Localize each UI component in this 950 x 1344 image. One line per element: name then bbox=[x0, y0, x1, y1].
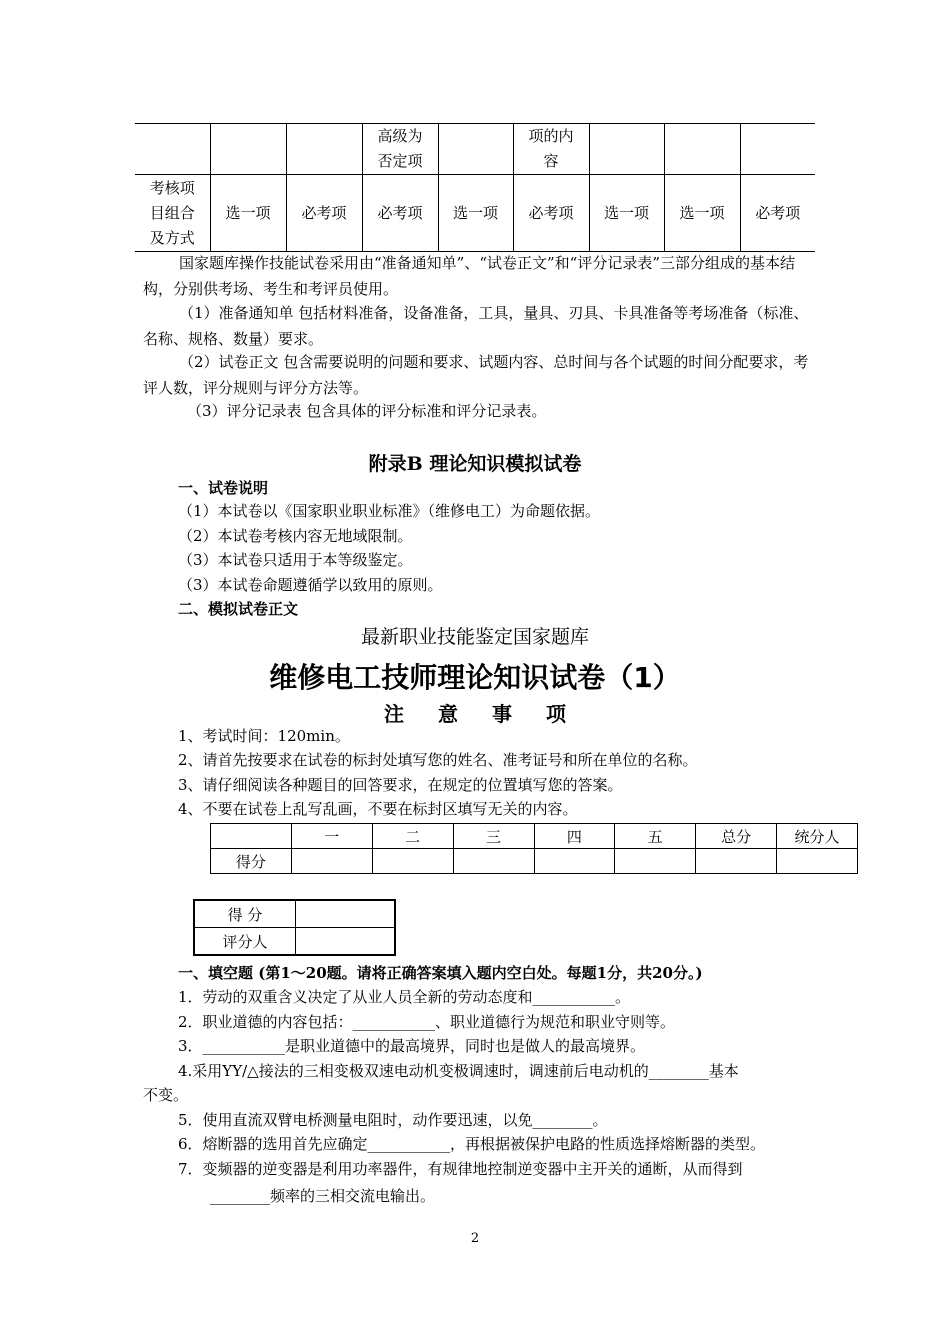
exam-title: 维修电工技师理论知识试卷（1） bbox=[269, 661, 681, 694]
table-row bbox=[135, 124, 815, 175]
question-item: 1．劳动的双重含义决定了从业人员全新的劳动态度和___________。 bbox=[178, 988, 631, 1006]
intro-paragraph: 国家题库操作技能试卷采用由“准备通知单”、“试卷正文”和“评分记录表”三部分组成的基本结构，分别供考场、考生和考评员使用。 bbox=[143, 254, 796, 298]
table-cell: 必考项 bbox=[362, 175, 438, 252]
note-item: 4、不要在试卷上乱写乱画，不要在标封区填写无关的内容。 bbox=[178, 800, 578, 818]
table-cell bbox=[664, 124, 740, 175]
assessment-table bbox=[135, 123, 815, 252]
table-header: 五 bbox=[615, 824, 696, 849]
table-cell: 选一项 bbox=[589, 175, 664, 252]
score-cell[interactable] bbox=[696, 849, 777, 874]
page-number: 2 bbox=[470, 1231, 480, 1246]
fill-section-title: 一、填空题 (第1～20题。请将正确答案填入题内空白处。每题1分，共20分。) bbox=[178, 964, 703, 982]
score-cell[interactable] bbox=[534, 849, 615, 874]
table-cell: 考核项 目组合 及方式 bbox=[135, 175, 210, 252]
note-item: 2、请首先按要求在试卷的标封处填写您的姓名、准考证号和所在单位的名称。 bbox=[178, 751, 698, 769]
score-cell[interactable] bbox=[615, 849, 696, 874]
question-item: 3．___________是职业道德中的最高境界，同时也是做人的最高境界。 bbox=[178, 1037, 646, 1055]
score-label: 得 分 bbox=[194, 900, 296, 928]
score-cell[interactable] bbox=[291, 849, 372, 874]
intro-paragraph: （3）评分记录表 包含具体的评分标准和评分记录表。 bbox=[187, 402, 547, 420]
list-item: （1）本试卷以《国家职业职业标准》（维修电工）为命题依据。 bbox=[178, 502, 601, 520]
note-item: 1、考试时间：120min。 bbox=[178, 727, 350, 745]
score-cell[interactable] bbox=[372, 849, 453, 874]
list-item: （3）本试卷命题遵循学以致用的原则。 bbox=[178, 576, 443, 594]
question-item: 5．使用直流双臂电桥测量电阻时，动作要迅速，以免________。 bbox=[178, 1111, 608, 1129]
table-row bbox=[211, 849, 858, 874]
table-row bbox=[135, 175, 815, 252]
grader-cell[interactable] bbox=[296, 928, 396, 956]
table-row bbox=[211, 824, 858, 849]
intro-paragraph: （1）准备通知单 包括材料准备，设备准备，工具，量具、刃具、卡具准备等考场准备（标准、名称、规格、数量）要求。 bbox=[143, 304, 809, 348]
table-cell: 选一项 bbox=[664, 175, 740, 252]
question-item: 2．职业道德的内容包括：___________、职业道德行为规范和职业守则等。 bbox=[178, 1013, 676, 1031]
score-cell[interactable] bbox=[453, 849, 534, 874]
notes-title: 注意事项 bbox=[384, 702, 600, 726]
table-header: 四 bbox=[534, 824, 615, 849]
table-header: 一 bbox=[291, 824, 372, 849]
table-cell bbox=[210, 124, 286, 175]
question-item: 4.采用YY/△接法的三相变极双速电动机变极调速时，调速前后电动机的________基本 bbox=[178, 1062, 739, 1080]
table-cell: 选一项 bbox=[210, 175, 286, 252]
section-heading: 二、模拟试卷正文 bbox=[178, 600, 299, 618]
grader-label: 评分人 bbox=[194, 928, 296, 956]
intro-paragraph: （2）试卷正文 包含需要说明的问题和要求、试题内容、总时间与各个试题的时间分配要求，考评人数，评分规则与评分方法等。 bbox=[143, 353, 809, 397]
table-cell: 选一项 bbox=[438, 175, 513, 252]
table-cell: 必考项 bbox=[286, 175, 362, 252]
list-item: （3）本试卷只适用于本等级鉴定。 bbox=[178, 551, 413, 569]
table-cell: 高级为 否定项 bbox=[362, 124, 438, 175]
appendix-title: 附录B 理论知识模拟试卷 bbox=[368, 453, 582, 475]
list-item: （2）本试卷考核内容无地域限制。 bbox=[178, 527, 413, 545]
table-row bbox=[194, 900, 395, 928]
table-cell bbox=[135, 124, 210, 175]
table-header: 总分 bbox=[696, 824, 777, 849]
table-row bbox=[194, 928, 395, 956]
section-heading: 一、试卷说明 bbox=[178, 479, 269, 497]
table-cell bbox=[740, 124, 815, 175]
table-cell: 必考项 bbox=[513, 175, 589, 252]
exam-subtitle: 最新职业技能鉴定国家题库 bbox=[360, 626, 589, 648]
grader-table bbox=[193, 899, 396, 956]
note-item: 3、请仔细阅读各种题目的回答要求，在规定的位置填写您的答案。 bbox=[178, 776, 623, 794]
row-label: 得分 bbox=[211, 849, 292, 874]
question-item: 6．熔断器的选用首先应确定___________，再根据被保护电路的性质选择熔断器的类型。 bbox=[178, 1135, 766, 1153]
score-cell[interactable] bbox=[296, 900, 396, 928]
table-cell bbox=[286, 124, 362, 175]
table-cell bbox=[438, 124, 513, 175]
table-cell: 项的内 容 bbox=[513, 124, 589, 175]
question-item-continued: ________频率的三相交流电输出。 bbox=[210, 1187, 436, 1205]
table-header: 统分人 bbox=[777, 824, 858, 849]
question-item: 7．变频器的逆变器是利用功率器件，有规律地控制逆变器中主开关的通断，从而得到 bbox=[178, 1160, 743, 1178]
table-header: 二 bbox=[372, 824, 453, 849]
table-cell bbox=[589, 124, 664, 175]
question-item-continued: 不变。 bbox=[143, 1086, 189, 1104]
score-table bbox=[210, 823, 858, 874]
table-header bbox=[211, 824, 292, 849]
table-header: 三 bbox=[453, 824, 534, 849]
table-cell: 必考项 bbox=[740, 175, 815, 252]
score-cell[interactable] bbox=[777, 849, 858, 874]
